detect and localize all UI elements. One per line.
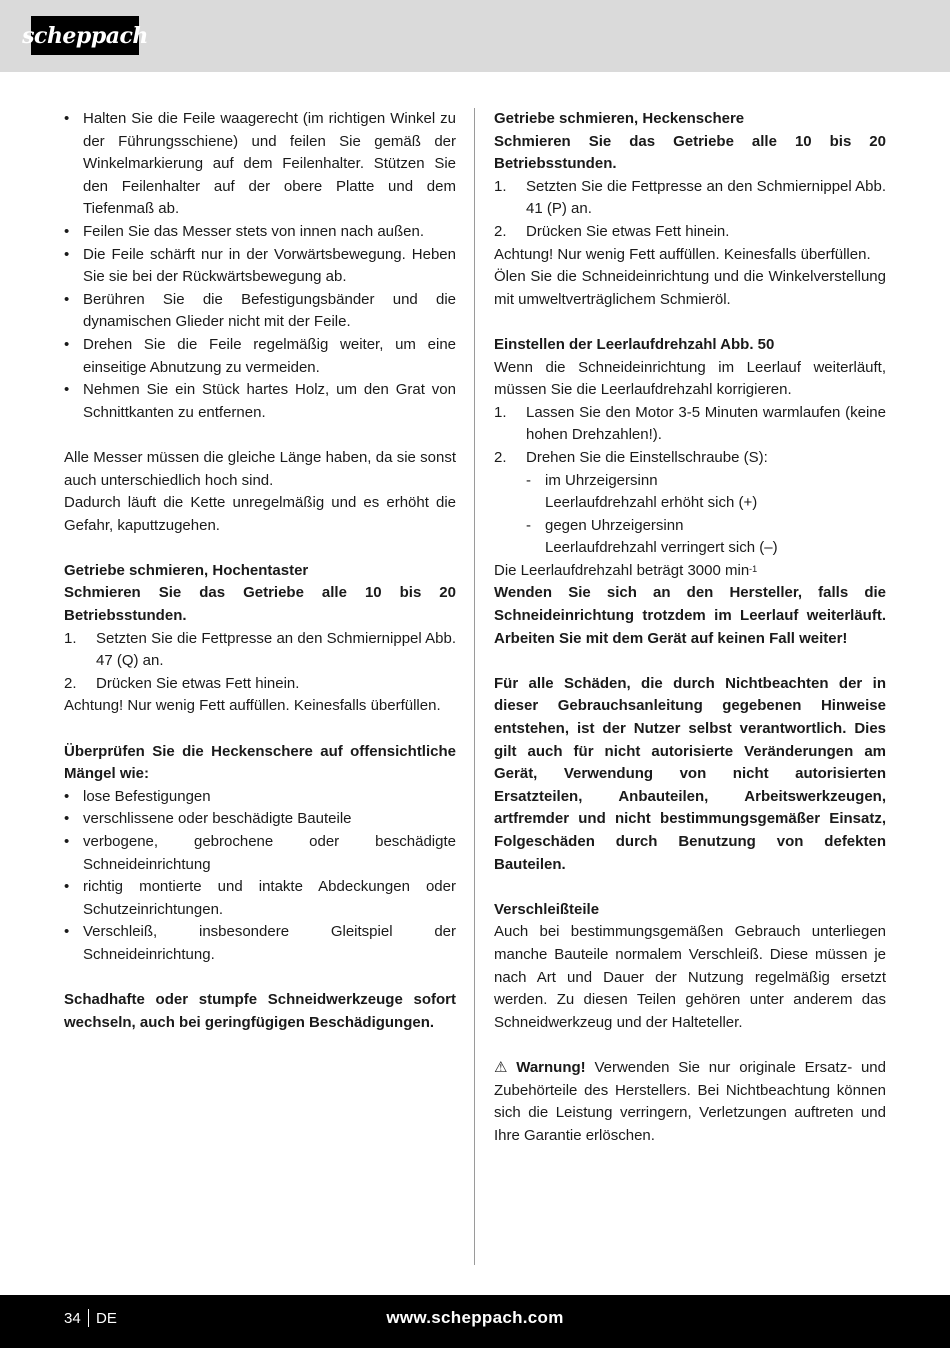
section-heading-inspection: Überprüfen Sie die Heckenschere auf offensichtliche Mängel wie:	[64, 742, 456, 783]
list-item: • Berühren Sie die Befestigungsbänder und die dynamischen Glieder nicht mit der Feile.	[64, 289, 456, 334]
website-url: www.scheppach.com	[386, 1308, 564, 1327]
list-item: • lose Befestigungen	[64, 786, 456, 809]
grease-note: Achtung! Nur wenig Fett auffüllen. Keinesfalls überfüllen.	[64, 697, 441, 715]
filing-instructions-list	[64, 108, 456, 424]
defects-list	[64, 786, 456, 967]
list-item: 2. Drücken Sie etwas Fett hinein.	[494, 222, 730, 240]
section-heading-grease-pole: Getriebe schmieren, Hochentaster	[64, 561, 309, 579]
list-item: 1. Lassen Sie den Motor 3-5 Minuten warmlaufen (keine hohen Drehzahlen!).	[494, 403, 886, 444]
blade-length-paragraph: Alle Messer müssen die gleiche Länge haben, da sie sonst auch unterschiedlich hoch sind.	[64, 448, 456, 489]
list-item: • verschlissene oder beschädigte Bauteile	[64, 808, 456, 831]
list-item: 2. Drehen Sie die Einstellschraube (S):	[494, 448, 768, 466]
section-heading-idle-speed: Einstellen der Leerlaufdrehzahl Abb. 50	[494, 335, 775, 353]
oil-note: Ölen Sie die Schneideinrichtung und die Winkelverstellung mit umweltverträglichem Schmieröl.	[494, 268, 886, 308]
grease-steps-list	[64, 628, 456, 696]
list-item: • Drehen Sie die Feile regelmäßig weiter, um eine einseitige Abnutzung zu vermeiden.	[64, 334, 456, 379]
idle-warning: Wenden Sie sich an den Hersteller, falls die Schneideinrichtung trotzdem im Leerlauf weiterläuft. Arbeiten Sie mit dem Gerät auf keinen Fall weiter!	[494, 584, 886, 647]
column-divider	[474, 108, 475, 1265]
warning-label: Warnung!	[516, 1058, 586, 1076]
list-item: • Die Feile schärft nur in der Vorwärtsbewegung. Heben Sie sie bei der Rückwärtsbewegung ab.	[64, 244, 456, 289]
list-item: 1. Setzten Sie die Fettpresse an den Schmiernippel Abb. 47 (Q) an.	[64, 629, 456, 670]
idle-substep: - gegen Uhrzeigersinn Leerlaufdrehzahl verringert sich (–)	[526, 516, 778, 557]
replace-tools-warning: Schadhafte oder stumpfe Schneidwerkzeuge sofort wechseln, auch bei geringfügigen Beschädigungen.	[64, 991, 456, 1031]
grease-interval-text: Schmieren Sie das Getriebe alle 10 bis 20 Betriebsstunden.	[494, 132, 886, 173]
list-item: • Halten Sie die Feile waagerecht (im richtigen Winkel zu der Führungsschiene) und feilen Sie gemäß der Winkelmarkierung auf dem Feilenhalter. Stützen Sie den Feilenhalter auf der obere Platte und dem Tiefenmaß ab.	[64, 108, 456, 221]
list-item: • Nehmen Sie ein Stück hartes Holz, um den Grat von Schnittkanten zu entfernen.	[64, 379, 456, 424]
idle-rpm-value: Die Leerlaufdrehzahl beträgt 3000 $\min^{-1}$	[494, 561, 758, 579]
idle-substep: - im Uhrzeigersinn Leerlaufdrehzahl erhöht sich (+)	[526, 471, 758, 512]
chain-paragraph: Dadurch läuft die Kette unregelmäßig und es erhöht die Gefahr, kaputtzugehen.	[64, 494, 456, 534]
warning-icon: ⚠	[494, 1058, 508, 1076]
grease-note: Achtung! Nur wenig Fett auffüllen. Keinesfalls überfüllen.	[494, 245, 871, 263]
right-column	[494, 108, 886, 1147]
idle-steps-list	[494, 402, 886, 470]
section-heading-wear-parts: Verschleißteile	[494, 900, 600, 918]
list-item: • verbogene, gebrochene oder beschädigte Schneideinrichtung	[64, 831, 456, 876]
liability-notice: Für alle Schäden, die durch Nichtbeachten der in dieser Gebrauchsanleitung gegebenen Hinweise entstehen, ist der Nutzer selbst verantwortlich. Dies gilt auch für nicht autorisierte Veränderungen am Gerät, Verwendung von nicht autorisierten Ersatzteilen, Anbauteilen, Arbeitswerkzeugen, artfremder und nicht bestimmungsgemäßer Einsatz, Folgeschäden durch Benutzung von defekten Bauteilen.	[494, 674, 886, 873]
section-heading-grease-hedge: Getriebe schmieren, Heckenschere	[494, 110, 745, 127]
list-item: 2. Drücken Sie etwas Fett hinein.	[64, 674, 300, 692]
language-code: DE	[96, 1310, 117, 1327]
wear-parts-text: Auch bei bestimmungsgemäßen Gebrauch unterliegen manche Bauteile normalem Verschleiß. Diese müssen je nach Art und Dauer der Nutzung regelmäßig ersetzt werden. Zu diesen Teilen gehören unter anderem das Schneidwerkzeug und der Halteteller.	[494, 923, 886, 1031]
scheppach-logo: scheppach	[31, 16, 139, 55]
left-column	[64, 108, 456, 1034]
list-item: • Feilen Sie das Messer stets von innen nach außen.	[64, 221, 456, 244]
grease-steps-list	[494, 176, 886, 244]
grease-interval-text: Schmieren Sie das Getriebe alle 10 bis 20 Betriebsstunden.	[64, 584, 456, 625]
list-item: • Verschleiß, insbesondere Gleitspiel der Schneideinrichtung.	[64, 921, 456, 966]
header-bar	[0, 0, 950, 72]
list-item: • richtig montierte und intakte Abdeckungen oder Schutzeinrichtungen.	[64, 876, 456, 921]
warning-paragraph: ⚠ Warnung! Verwenden Sie nur originale Ersatz- und Zubehörteile des Herstellers. Bei Nichtbeachtung können sich die Leistung verringern, Verletzungen auftreten und Ihre Garantie erlöschen.	[494, 1058, 886, 1144]
list-item: 1. Setzten Sie die Fettpresse an den Schmiernippel Abb. 41 (P) an.	[494, 177, 886, 218]
footer-bar	[0, 1295, 950, 1348]
idle-intro: Wenn die Schneideinrichtung im Leerlauf weiterläuft, müssen Sie die Leerlaufdrehzahl korrigieren.	[494, 358, 886, 399]
page-number: 34	[64, 1310, 81, 1327]
